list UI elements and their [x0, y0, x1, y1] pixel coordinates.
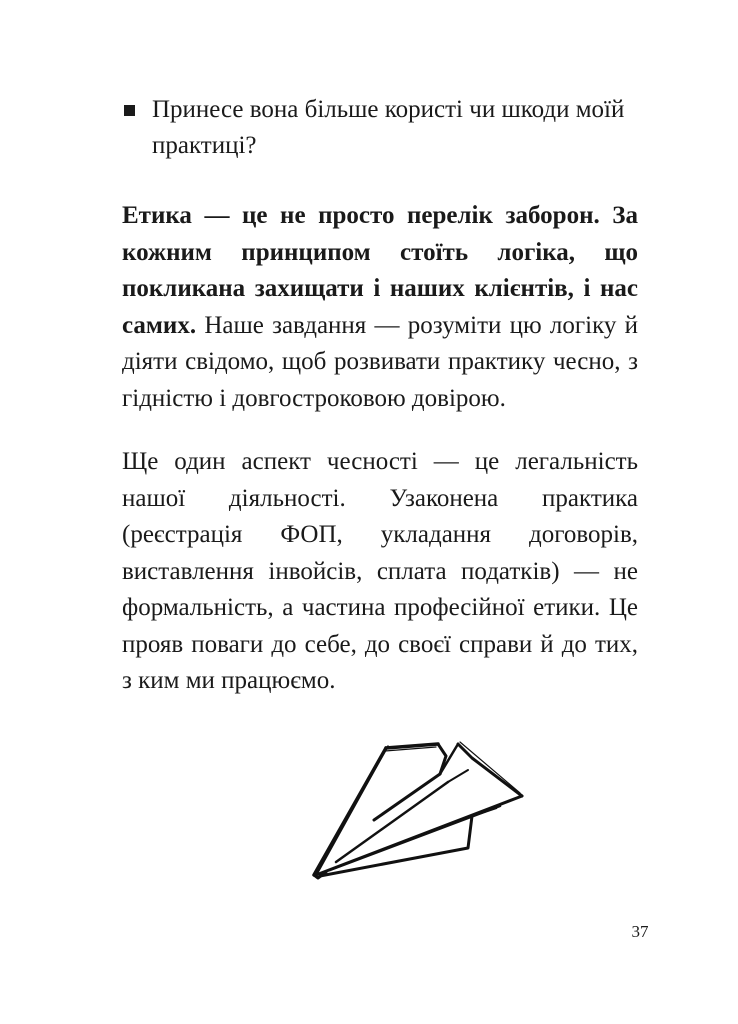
bullet-square-icon [124, 105, 135, 116]
paragraph-legality: Ще один аспект чесності — це легальність нашої діяльності. Узаконена практика (реєстрація ФОП, укладання договорів, виставлення інвойсів, сплата податків) — не формальність, а частина професійної етики. Це прояв поваги до себе, до своєї справи й до тих, з ким ми працюємо. [122, 448, 638, 694]
paragraph-ethics-regular: Наше завдання — розуміти цю логіку й діяти свідомо, щоб розвивати практику чесно, з гідністю і довгостроковою довірою. [122, 311, 638, 412]
paragraph-ethics [122, 198, 638, 417]
bullet-item [124, 92, 644, 164]
paper-plane-icon [300, 730, 530, 890]
paragraph-ethics-bold: Етика — це не просто перелік заборон. За кожним принципом стоїть логіка, що покликана захищати і наших клієнтів, і нас самих. [122, 202, 638, 339]
bullet-text: Принесе вона більше користі чи шкоди моїй практиці? [152, 96, 625, 159]
page-number: 37 [631, 922, 649, 941]
